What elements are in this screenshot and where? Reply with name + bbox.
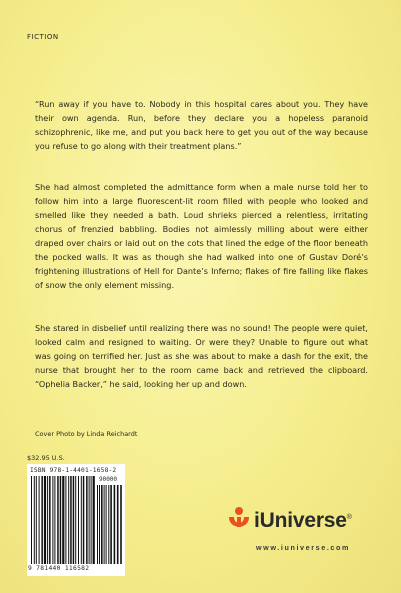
excerpt-paragraph-1: “Run away if you have to. Nobody in this hospital cares about you. They have their own agenda. Run, before they declare you a hopeless paranoid schizophrenic, like me, and put you back here to get you out of the way because you refuse to go along with their treatment plans.” — [35, 99, 368, 151]
cover-photo-credit: Cover Photo by Linda Reichardt — [35, 430, 138, 438]
price-label: $32.95 U.S. — [27, 454, 65, 462]
barcode-digits: 9 781440 116582 — [28, 565, 90, 572]
publisher-logo — [226, 506, 352, 536]
excerpt-paragraph-3: She stared in disbelief until realizing there was no sound! The people were quiet, looked calm and resigned to waiting. Or were they? Unable to figure out what was going on terrified her. Just as she was about to make a dash for the exit, the nurse that brought her to the room came back and retrieved the clipboard. “Ophelia Backer,” he said, looking her up and down. — [35, 323, 368, 389]
iuniverse-logo-icon — [226, 506, 252, 536]
isbn-text: ISBN 978-1-4401-1658-2 — [30, 467, 117, 474]
isbn-barcode — [27, 464, 125, 576]
genre-label: FICTION — [27, 33, 59, 41]
excerpt-paragraph-2: She had almost completed the admittance form when a male nurse told her to follow him into a large fluorescent-lit room filled with people who looked and smelled like they needed a bath. Loud shrieks pierced a relentless, irritating chorus of frenzied babbling. Bodies not aimlessly milling about were either draped over chairs or laid out on the cots that lined the edge of the floor beneath the pocked walls. It was as though she had walked into one of Gustav Doré’s frightening illustrations of Hell for Dante’s Inferno; flakes of fire falling like flakes of snow the only element missing. — [35, 182, 368, 290]
barcode-addon-number: 90000 — [98, 476, 118, 483]
publisher-name: iUniverse® — [254, 509, 352, 532]
publisher-url: www.iuniverse.com — [255, 543, 351, 552]
